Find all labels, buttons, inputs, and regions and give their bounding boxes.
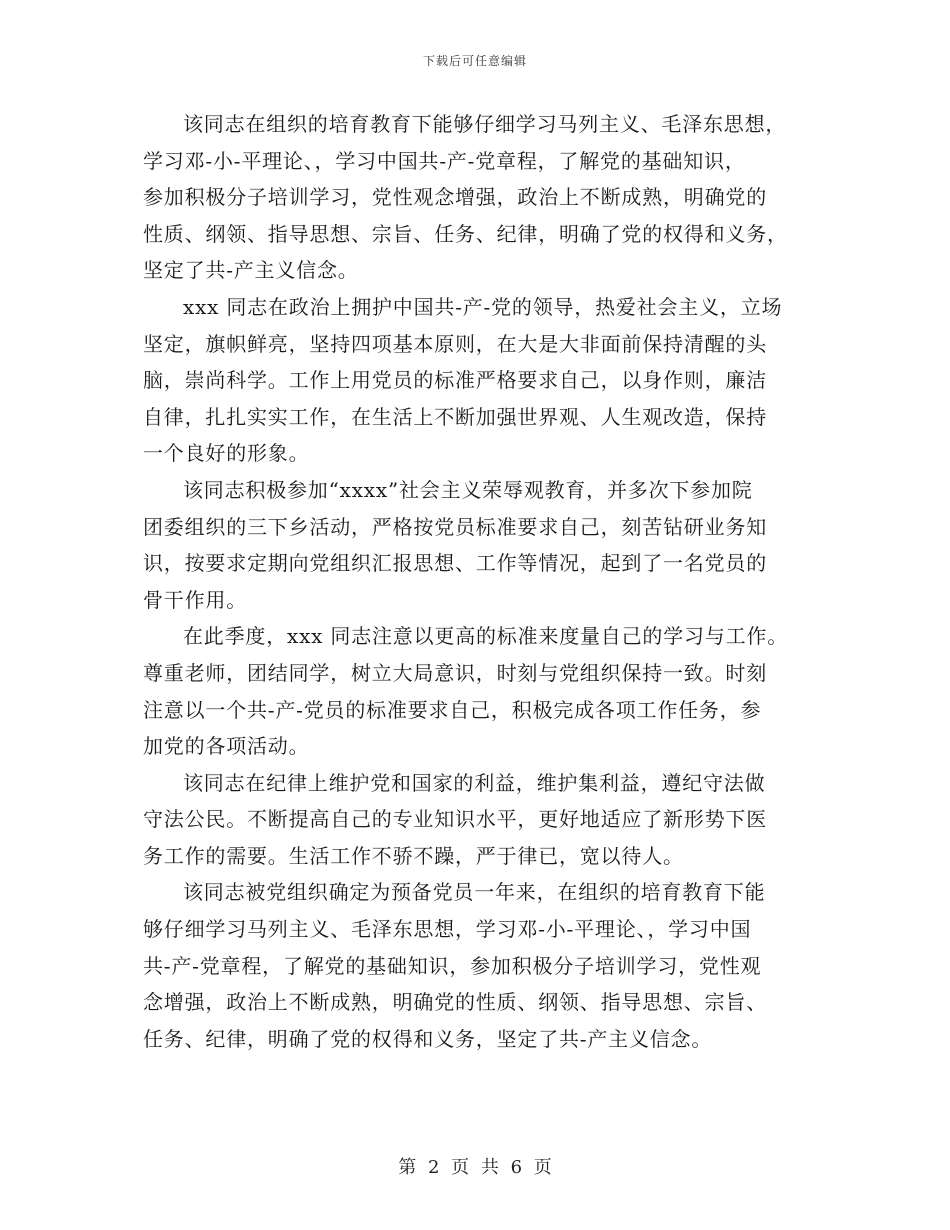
- paragraph-line: 骨干作用。: [143, 587, 247, 612]
- page-header: 下载后可任意编辑: [422, 54, 527, 68]
- document-body: [143, 106, 813, 1057]
- paragraph-6: [143, 874, 813, 1057]
- paragraph-line: 团委组织的三下乡活动，严格按党员标准要求自己，刻苦钻研业务知: [143, 514, 767, 539]
- paragraph-line: 一个良好的形象。: [143, 441, 310, 466]
- paragraph-line: 脑，崇尚科学。工作上用党员的标准严格要求自己，以身作则，廉洁: [143, 368, 767, 393]
- paragraph-4: [143, 618, 813, 764]
- paragraph-line: 学习邓-小-平理论、，学习中国共-产-党章程，了解党的基础知识，: [143, 148, 746, 173]
- paragraph-line: 参加积极分子培训学习，党性观念增强，政治上不断成熟，明确党的: [143, 185, 767, 210]
- paragraph-3: [143, 472, 813, 618]
- paragraph-line: 在此季度，xxx 同志注意以更高的标准来度量自己的学习与工作。: [183, 624, 788, 649]
- paragraph-line: 够仔细学习马列主义、毛泽东思想，学习邓-小-平理论、，学习中国: [143, 917, 752, 942]
- page-number-footer: 第 2 页 共 6 页: [398, 1157, 552, 1178]
- paragraph-line: 加党的各项活动。: [143, 734, 310, 759]
- paragraph-line: 共-产-党章程，了解党的基础知识，参加积极分子培训学习，党性观: [143, 953, 762, 978]
- paragraph-line: 守法公民。不断提高自己的专业知识水平，更好地适应了新形势下医: [143, 807, 767, 832]
- paragraph-line: 任务、纪律，明确了党的权得和义务，坚定了共-产主义信念。: [143, 1026, 713, 1051]
- paragraph-line: 该同志在纪律上维护党和国家的利益，维护集利益，遵纪守法做: [183, 770, 766, 795]
- paragraph-line: xxx 同志在政治上拥护中国共-产-党的领导，热爱社会主义，立场: [183, 294, 783, 319]
- paragraph-line: 务工作的需要。生活工作不骄不躁，严于律已，宽以待人。: [143, 843, 684, 868]
- paragraph-2: [143, 289, 813, 472]
- paragraph-line: 坚定了共-产主义信念。: [143, 258, 359, 283]
- paragraph-line: 尊重老师，团结同学，树立大局意识，时刻与党组织保持一致。时刻: [143, 660, 767, 685]
- paragraph-line: 注意以一个共-产-党员的标准要求自己，积极完成各项工作任务，参: [143, 697, 762, 722]
- paragraph-1: [143, 106, 813, 289]
- paragraph-line: 念增强，政治上不断成熟，明确党的性质、纲领、指导思想、宗旨、: [143, 990, 767, 1015]
- paragraph-line: 识，按要求定期向党组织汇报思想、工作等情况，起到了一名党员的: [143, 551, 767, 576]
- paragraph-line: 该同志积极参加“xxxx”社会主义荣辱观教育，并多次下参加院: [183, 477, 753, 502]
- paragraph-line: 性质、纲领、指导思想、宗旨、任务、纪律，明确了党的权得和义务，: [143, 221, 788, 246]
- paragraph-line: 坚定，旗帜鲜亮，坚持四项基本原则，在大是大非面前保持清醒的头: [143, 331, 767, 356]
- paragraph-line: 自律，扎扎实实工作，在生活上不断加强世界观、人生观改造，保持: [143, 404, 767, 429]
- paragraph-line: 该同志在组织的培育教育下能够仔细学习马列主义、毛泽东思想，: [183, 112, 787, 136]
- paragraph-line: 该同志被党组织确定为预备党员一年来，在组织的培育教育下能: [183, 880, 766, 905]
- paragraph-5: [143, 765, 813, 875]
